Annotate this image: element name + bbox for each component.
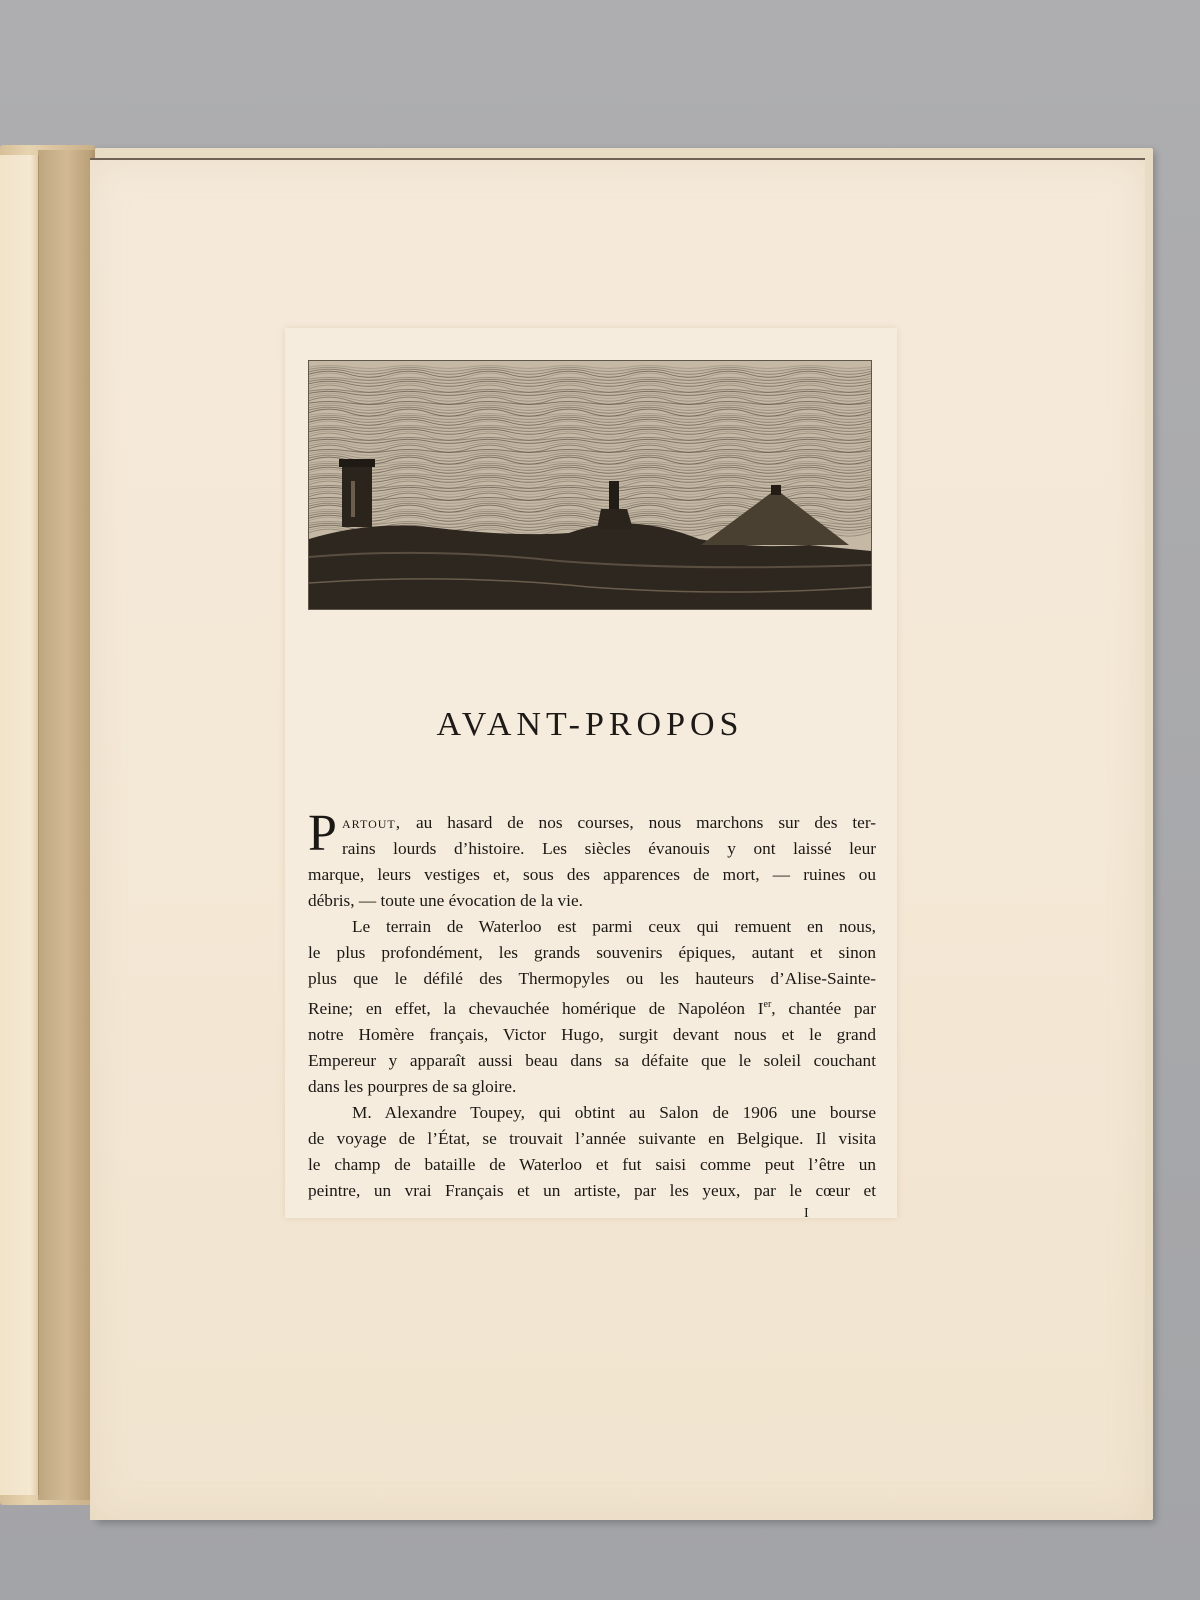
text-segment: au hasard de nos courses, nous marchons sur des ter-	[416, 813, 876, 832]
opening-word: artout,	[342, 813, 402, 832]
text-line: Le terrain de Waterloo est parmi ceux qui remuent en nous,	[352, 917, 876, 936]
body-text	[308, 805, 876, 1204]
text-line: Empereur y apparaît aussi beau dans sa défaite que le soleil couchant	[308, 1050, 876, 1070]
left-page-edge	[0, 155, 39, 1495]
text-line: notre Homère français, Victor Hugo, surgit devant nous et le grand	[308, 1024, 876, 1044]
text-line: peintre, un vrai Français et un artiste, par les yeux, par le cœur et	[308, 1180, 876, 1200]
page-number: I	[804, 1206, 809, 1221]
text-line: M. Alexandre Toupey, qui obtint au Salon de 1906 une bourse	[352, 1102, 876, 1122]
text-line: dans les pourpres de sa gloire.	[308, 1076, 517, 1096]
text-line	[308, 992, 876, 1022]
text-line: le champ de bataille de Waterloo et fut saisi comme peut l’être un	[308, 1154, 876, 1174]
etching-landscape	[309, 361, 871, 609]
superscript: er	[763, 999, 772, 1010]
text-line: marque, leurs vestiges et, sous des apparences de mort, — ruines ou	[308, 865, 876, 884]
tower-monument	[342, 465, 372, 527]
book-spine	[38, 150, 96, 1500]
opening-block	[308, 805, 876, 862]
text-segment: Reine; en effet, la chevauchée homérique de Napoléon I	[308, 998, 764, 1018]
text-line: le plus profondément, les grands souvenirs épiques, autant et sinon	[308, 943, 876, 962]
drop-cap: P	[308, 805, 337, 862]
page-title: AVANT-PROPOS	[436, 706, 744, 743]
text-segment: , chantée par	[771, 998, 876, 1018]
text-line	[342, 810, 876, 836]
text-line: de voyage de l’État, se trouvait l’année suivante en Belgique. Il visita	[308, 1128, 876, 1148]
etching-illustration	[308, 360, 872, 610]
text-line: débris, — toute une évocation de la vie.	[308, 891, 583, 910]
book-page	[90, 158, 1145, 1520]
text-line: plus que le défilé des Thermopyles ou les hauteurs d’Alise-Sainte-	[308, 969, 876, 988]
text-line: rains lourds d’histoire. Les siècles évanouis y ont laissé leur	[342, 839, 876, 858]
